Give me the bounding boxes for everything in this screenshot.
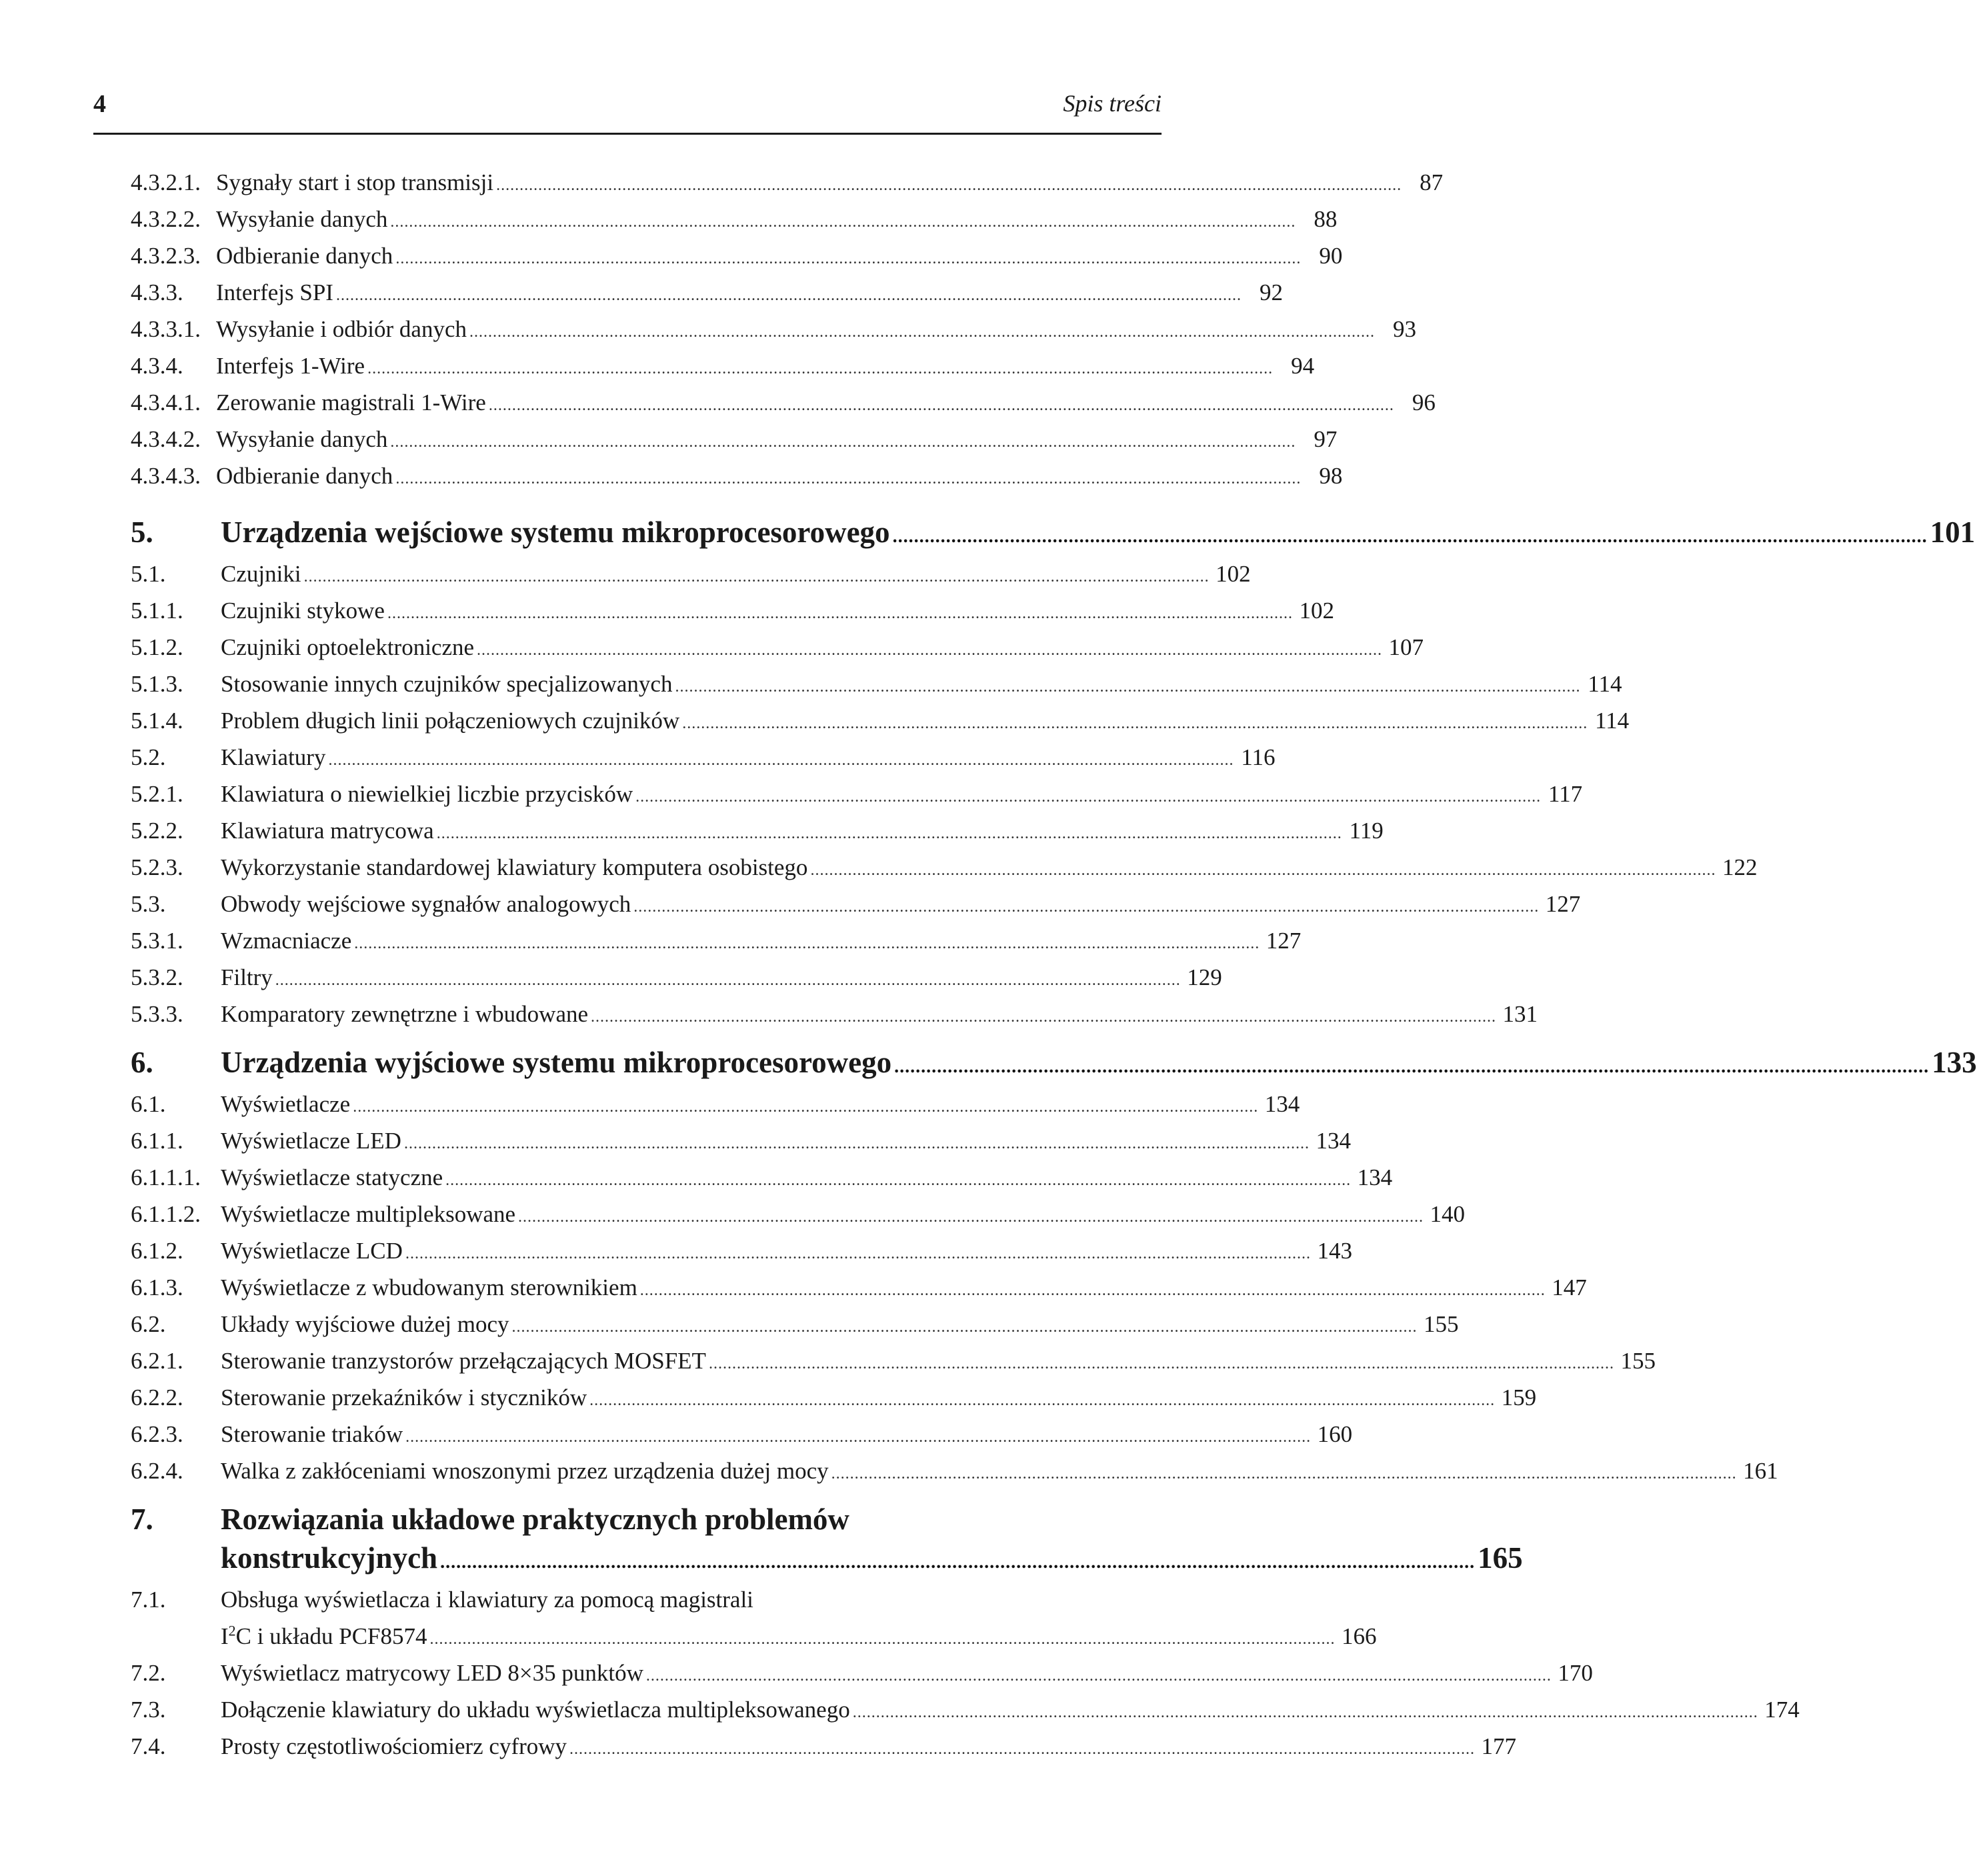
toc-entry	[131, 1122, 1351, 1159]
chapter-page: 165	[1478, 1541, 1523, 1575]
dot-leader: ..................................................................................................................................................................................................	[831, 1465, 1737, 1483]
toc-entry-line1	[131, 1581, 1154, 1618]
dot-leader: ..................................................................................................................................................................................................	[403, 1135, 1310, 1152]
entry-number: 4.3.2.3.	[131, 243, 201, 269]
entry-title: Klawiatura o niewielkiej liczbie przycisków	[221, 781, 633, 807]
entry-page: 174	[1764, 1697, 1800, 1723]
chapter-heading-line2	[131, 1535, 1523, 1581]
entry-number: 4.3.3.1.	[131, 316, 201, 342]
entry-title: Wyświetlacz matrycowy LED 8×35 punktów	[221, 1660, 643, 1686]
dot-leader: ..................................................................................................................................................................................................	[569, 1741, 1476, 1758]
chapter-page: 133	[1932, 1046, 1977, 1079]
entry-title: Zerowanie magistrali 1-Wire	[216, 389, 486, 415]
entry-number: 5.2.2.	[131, 818, 183, 844]
entry-title: Wyświetlacze statyczne	[221, 1164, 443, 1190]
entry-title: Komparatory zewnętrzne i wbudowane	[221, 1001, 589, 1027]
entry-title: Wykorzystanie standardowej klawiatury komputera osobistego	[221, 854, 808, 880]
dot-leader: ..................................................................................................................................................................................................	[633, 898, 1540, 916]
entry-title: Prosty częstotliwościomierz cyfrowy	[221, 1733, 567, 1759]
toc-entry	[131, 776, 1583, 812]
entry-number: 5.2.1.	[131, 781, 183, 807]
entry-page: 102	[1299, 598, 1334, 624]
toc-entry	[131, 996, 1538, 1032]
entry-page: 96	[1412, 389, 1436, 415]
toc-entry	[131, 666, 1622, 702]
entry-page: 88	[1314, 206, 1338, 232]
entry-page: 98	[1319, 463, 1343, 489]
dot-leader: ..................................................................................................................................................................................................	[496, 177, 1402, 194]
entry-number: 6.2.1.	[131, 1348, 183, 1374]
entry-title-line1: Obsługa wyświetlacza i klawiatury za pomocą magistrali	[221, 1587, 753, 1613]
dot-leader: ..................................................................................................................................................................................................	[390, 213, 1296, 231]
entry-title: Wysyłanie danych	[216, 426, 388, 452]
entry-title: Interfejs 1-Wire	[216, 353, 365, 379]
entry-number: 6.1.1.2.	[131, 1201, 201, 1227]
toc-entry	[131, 812, 1384, 849]
toc-entry	[131, 556, 1251, 592]
entry-title: Układy wyjściowe dużej mocy	[221, 1311, 509, 1337]
toc-entry	[131, 1379, 1537, 1416]
entry-number: 7.2.	[131, 1660, 166, 1686]
toc-entry	[131, 1416, 1353, 1453]
toc-entry	[131, 311, 1416, 347]
toc-entry	[131, 347, 1315, 384]
entry-page: 155	[1424, 1311, 1459, 1337]
entry-title: Czujniki stykowe	[221, 598, 385, 624]
entry-page: 87	[1420, 169, 1444, 195]
entry-number: 4.3.4.1.	[131, 389, 201, 415]
toc-entry	[131, 274, 1283, 311]
dot-leader: ..................................................................................................................................................................................................	[395, 470, 1302, 488]
entry-title: Interfejs SPI	[216, 279, 333, 305]
entry-number: 6.1.3.	[131, 1274, 183, 1300]
dot-leader: ..................................................................................................................................................................................................	[682, 715, 1588, 732]
entry-page: 160	[1317, 1421, 1353, 1447]
entry-number: 6.1.1.1.	[131, 1164, 201, 1190]
entry-page: 131	[1502, 1001, 1538, 1027]
entry-page: 116	[1241, 744, 1276, 770]
dot-leader: ..................................................................................................................................................................................................	[303, 568, 1210, 586]
entry-number: 4.3.3.	[131, 279, 183, 305]
chapter-number: 5.	[131, 516, 153, 549]
toc-entry	[131, 421, 1338, 457]
dot-leader: ..................................................................................................................................................................................................	[511, 1318, 1418, 1336]
entry-page: 159	[1501, 1384, 1537, 1411]
dot-leader: ..................................................................................................................................................................................................	[645, 1667, 1552, 1685]
entry-page: 177	[1481, 1733, 1517, 1759]
entry-page: 127	[1266, 928, 1302, 954]
dot-leader: ..................................................................................................................................................................................................	[328, 752, 1234, 769]
dot-leader: ..................................................................................................................................................................................................	[708, 1355, 1614, 1372]
entry-number: 5.1.	[131, 561, 166, 587]
dot-leader: ..................................................................................................................................................................................................	[275, 972, 1181, 989]
dot-leader: ..................................................................................................................................................................................................	[488, 397, 1394, 414]
entry-page: 114	[1588, 671, 1622, 697]
dot-leader: ..................................................................................................................................................................................................	[892, 526, 1928, 547]
chapter-title-line1: Rozwiązania układowe praktycznych problemów	[221, 1503, 849, 1536]
entry-page: 143	[1317, 1238, 1352, 1264]
entry-number: 6.2.2.	[131, 1384, 183, 1411]
chapter-page: 101	[1930, 516, 1976, 549]
entry-title: Odbieranie danych	[216, 463, 393, 489]
table-of-contents	[131, 164, 1977, 1765]
dot-leader: ..................................................................................................................................................................................................	[469, 323, 1375, 341]
dot-leader: ..................................................................................................................................................................................................	[353, 1098, 1259, 1116]
entry-page: 161	[1743, 1458, 1778, 1484]
dot-leader: ..................................................................................................................................................................................................	[445, 1172, 1352, 1189]
entry-page: 93	[1393, 316, 1416, 342]
toc-entry	[131, 201, 1338, 237]
toc-entry	[131, 739, 1276, 776]
toc-entry	[131, 849, 1758, 886]
chapter-number: 7.	[131, 1503, 153, 1536]
chapter-number: 6.	[131, 1046, 153, 1079]
dot-leader: ..................................................................................................................................................................................................	[852, 1704, 1758, 1721]
toc-entry	[131, 457, 1343, 494]
entry-number: 4.3.2.2.	[131, 206, 201, 232]
dot-leader: ..................................................................................................................................................................................................	[335, 287, 1242, 304]
entry-number: 7.3.	[131, 1697, 166, 1723]
toc-entry	[131, 384, 1436, 421]
entry-title: Stosowanie innych czujników specjalizowanych	[221, 671, 673, 697]
entry-page: 114	[1594, 708, 1630, 734]
entry-title: Wyświetlacze LED	[221, 1128, 401, 1154]
dot-leader: ..................................................................................................................................................................................................	[591, 1008, 1497, 1026]
entry-page: 170	[1558, 1660, 1593, 1686]
entry-number: 5.3.	[131, 891, 166, 917]
toc-entry	[131, 1159, 1393, 1196]
entry-page: 134	[1264, 1091, 1300, 1117]
entry-title: Dołączenie klawiatury do układu wyświetlacza multipleksowanego	[221, 1697, 850, 1723]
entry-title: Czujniki	[221, 561, 301, 587]
chapter-title: Urządzenia wyjściowe systemu mikroprocesorowego	[221, 1046, 892, 1079]
i2c-rest: C i układu PCF8574	[235, 1623, 427, 1649]
toc-entry	[131, 1232, 1352, 1269]
entry-page: 122	[1722, 854, 1758, 880]
toc-entry	[131, 164, 1444, 201]
entry-page: 119	[1349, 818, 1384, 844]
entry-page: 166	[1342, 1623, 1377, 1649]
entry-title: Obwody wejściowe sygnałów analogowych	[221, 891, 631, 917]
toc-entry	[131, 237, 1343, 274]
toc-entry	[131, 629, 1424, 666]
entry-title-line2	[221, 1618, 427, 1655]
dot-leader: ..................................................................................................................................................................................................	[436, 825, 1342, 842]
toc-entry	[131, 886, 1581, 922]
entry-title: Walka z zakłóceniami wnoszonymi przez urządzenia dużej mocy	[221, 1458, 829, 1484]
entry-page: 127	[1545, 891, 1581, 917]
chapter-heading	[131, 1039, 1977, 1086]
entry-page: 140	[1430, 1201, 1466, 1227]
entry-title: Problem długich linii połączeniowych czujników	[221, 708, 680, 734]
entry-page: 94	[1291, 353, 1315, 379]
dot-leader: ..................................................................................................................................................................................................	[635, 788, 1542, 806]
dot-leader: ..................................................................................................................................................................................................	[354, 935, 1260, 952]
dot-leader: ..................................................................................................................................................................................................	[387, 605, 1293, 622]
entry-number: 4.3.4.	[131, 353, 183, 379]
chapter-title: Urządzenia wejściowe systemu mikroprocesorowego	[221, 516, 890, 549]
entry-title: Czujniki optoelektroniczne	[221, 634, 475, 660]
entry-number: 5.3.1.	[131, 928, 183, 954]
toc-entry	[131, 959, 1222, 996]
toc-entry	[131, 922, 1302, 959]
chapter-heading	[131, 509, 1976, 556]
dot-leader: ..................................................................................................................................................................................................	[589, 1392, 1496, 1409]
entry-number: 5.1.2.	[131, 634, 183, 660]
toc-entry	[131, 1269, 1587, 1306]
dot-leader: ..................................................................................................................................................................................................	[395, 250, 1302, 267]
entry-number: 6.1.2.	[131, 1238, 183, 1264]
dot-leader: ..................................................................................................................................................................................................	[440, 1552, 1476, 1573]
entry-title: Sterowanie triaków	[221, 1421, 403, 1447]
toc-entry	[131, 1342, 1656, 1379]
entry-page: 97	[1314, 426, 1338, 452]
entry-title: Odbieranie danych	[216, 243, 393, 269]
entry-title: Wyświetlacze	[221, 1091, 351, 1117]
dot-leader: ..................................................................................................................................................................................................	[675, 678, 1581, 696]
chapter-title-line2: konstrukcyjnych	[221, 1541, 438, 1575]
entry-number: 4.3.4.2.	[131, 426, 201, 452]
entry-number: 6.2.	[131, 1311, 166, 1337]
page-number: 4	[93, 90, 106, 118]
dot-leader: ..................................................................................................................................................................................................	[405, 1429, 1312, 1446]
toc-entry	[131, 1655, 1593, 1691]
toc-entry	[131, 702, 1630, 739]
entry-title: Wyświetlacze multipleksowane	[221, 1201, 516, 1227]
entry-title: Sterowanie tranzystorów przełączających MOSFET	[221, 1348, 706, 1374]
page-header	[93, 89, 1162, 129]
toc-entry	[131, 1453, 1778, 1489]
toc-entry	[131, 1306, 1459, 1342]
entry-page: 117	[1548, 781, 1583, 807]
toc-entry	[131, 1728, 1517, 1765]
entry-title: Klawiatury	[221, 744, 326, 770]
toc-entry	[131, 1196, 1466, 1232]
dot-leader: ..................................................................................................................................................................................................	[639, 1282, 1546, 1299]
entry-number: 4.3.4.3.	[131, 463, 201, 489]
entry-title: Sterowanie przekaźników i styczników	[221, 1384, 587, 1411]
entry-page: 92	[1259, 279, 1283, 305]
header-rule	[93, 133, 1162, 135]
entry-number: 5.1.4.	[131, 708, 183, 734]
entry-page: 147	[1552, 1274, 1587, 1300]
running-title: Spis treści	[1063, 90, 1162, 117]
entry-title: Sygnały start i stop transmisji	[216, 169, 494, 195]
entry-number: 5.2.	[131, 744, 166, 770]
toc-entry	[131, 1086, 1300, 1122]
entry-page: 107	[1388, 634, 1424, 660]
toc-entry	[131, 1691, 1800, 1728]
entry-number: 6.2.3.	[131, 1421, 183, 1447]
i2c-prefix: I	[221, 1623, 229, 1649]
entry-title: Wyświetlacze LCD	[221, 1238, 403, 1264]
i2c-superscript: 2	[228, 1622, 236, 1639]
entry-number: 5.3.3.	[131, 1001, 183, 1027]
entry-page: 102	[1216, 561, 1251, 587]
dot-leader: ..................................................................................................................................................................................................	[367, 360, 1274, 377]
entry-title: Wzmacniacze	[221, 928, 352, 954]
toc-entry	[131, 592, 1334, 629]
entry-title: Wysyłanie danych	[216, 206, 388, 232]
entry-page: 90	[1319, 243, 1343, 269]
entry-page: 129	[1187, 964, 1222, 990]
entry-page: 134	[1316, 1128, 1351, 1154]
dot-leader: ..................................................................................................................................................................................................	[894, 1056, 1930, 1077]
entry-number: 5.2.3.	[131, 854, 183, 880]
entry-title: Wyświetlacze z wbudowanym sterownikiem	[221, 1274, 637, 1300]
dot-leader: ..................................................................................................................................................................................................	[405, 1245, 1311, 1262]
entry-number: 6.1.1.	[131, 1128, 183, 1154]
entry-number: 5.1.1.	[131, 598, 183, 624]
dot-leader: ..................................................................................................................................................................................................	[429, 1631, 1336, 1648]
entry-page: 134	[1357, 1164, 1393, 1190]
entry-number: 5.3.2.	[131, 964, 183, 990]
entry-number: 5.1.3.	[131, 671, 183, 697]
entry-number: 6.2.4.	[131, 1458, 183, 1484]
dot-leader: ..................................................................................................................................................................................................	[390, 433, 1296, 451]
entry-number: 7.4.	[131, 1733, 166, 1759]
entry-number: 4.3.2.1.	[131, 169, 201, 195]
dot-leader: ..................................................................................................................................................................................................	[518, 1208, 1424, 1226]
dot-leader: ..................................................................................................................................................................................................	[810, 862, 1716, 879]
toc-entry-line2	[131, 1618, 1377, 1655]
entry-title: Klawiatura matrycowa	[221, 818, 434, 844]
entry-number: 7.1.	[131, 1587, 166, 1613]
chapter-heading-multiline	[131, 1496, 1523, 1581]
entry-title: Filtry	[221, 964, 273, 990]
dot-leader: ..................................................................................................................................................................................................	[477, 642, 1383, 659]
entry-title: Wysyłanie i odbiór danych	[216, 316, 467, 342]
entry-page: 155	[1620, 1348, 1656, 1374]
entry-number: 6.1.	[131, 1091, 166, 1117]
